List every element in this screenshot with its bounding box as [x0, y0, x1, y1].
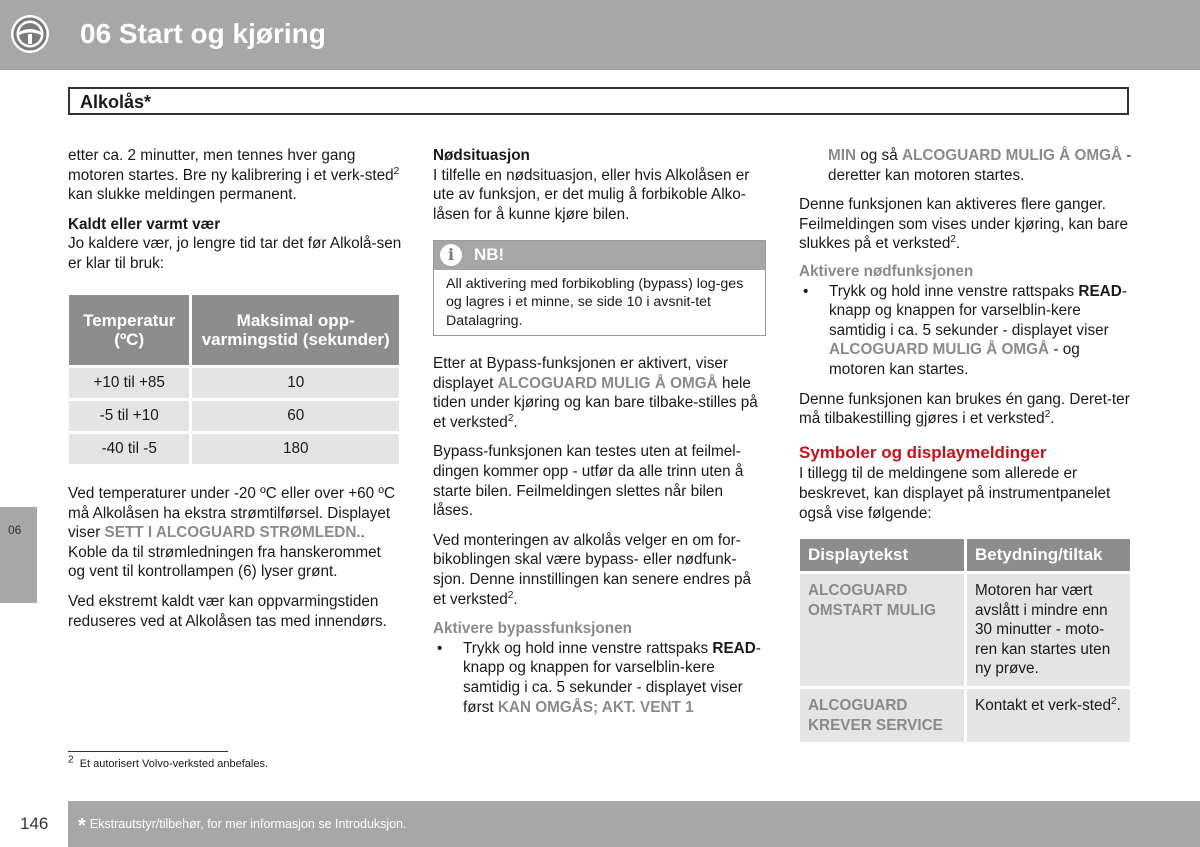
heading-emergency: Nødsituasjon — [433, 147, 530, 164]
column-1 — [68, 146, 402, 284]
list-item: • Trykk og hold inne venstre rattspaks READ-knapp og knappen for varselblin-kere samtidig i ca. 5 sekunder - displayet viser ALCOGUARD MULIG Å OMGÅ - og motoren kan startes. — [803, 282, 1127, 378]
paragraph: Etter at Bypass-funksjonen er aktivert, viser displayet ALCOGUARD MULIG Å OMGÅ hele tiden under kjøring og kan bare tilbake-stilles på et verksted$^2$. — [433, 355, 758, 431]
table-cell: 60 — [191, 400, 399, 433]
bullet: • — [437, 639, 443, 657]
table-header: Betydning/tiltak — [966, 539, 1131, 573]
column-2-lower — [433, 354, 767, 717]
paragraph: Denne funksjonen kan aktiveres flere ganger. Feilmeldingen som vises under kjøring, kan bare slukkes på et verksted$^2$. — [799, 196, 1129, 253]
table-header-row — [69, 295, 399, 367]
table-cell: Kontakt et verk-sted$^2$. — [966, 687, 1131, 742]
table-header: Displaytekst — [800, 539, 966, 573]
table-cell: ALCOGUARD KREVER SERVICE — [800, 687, 966, 742]
subheading-emergency: Aktivere nødfunksjonen — [799, 262, 974, 280]
section-title-box — [68, 87, 1129, 115]
footer-bar — [68, 801, 1200, 847]
paragraph: Ved ekstremt kaldt vær kan oppvarmingstiden reduseres ved at Alkolåsen tas med innendørs. — [68, 592, 387, 630]
paragraph: Ved temperaturer under -20 ºC eller over +60 ºC må Alkolåsen ha ekstra strømtilførsel. Displayet viser SETT I ALCOGUARD STRØMLEDN.. Koble da til strømledningen fra hanskerommet og vent til kontrollampen (6) lyser grønt. — [68, 485, 396, 581]
paragraph: etter ca. 2 minutter, men tennes hver gang motoren startes. Bre ny kalibrering i et verk-sted$^2$ kan slukke meldingen permanent. — [68, 147, 400, 204]
footer-text: * Ekstrautstyr/tilbehør, for mer informasjon se Introduksjon. — [78, 815, 407, 837]
column-2 — [433, 146, 767, 234]
paragraph: I tillegg til de meldingene som allerede er beskrevet, kan displayet på instrumentpanelet også vise følgende: — [799, 465, 1111, 522]
info-icon: i — [440, 244, 462, 266]
table-cell: -40 til -5 — [69, 433, 191, 465]
paragraph: Jo kaldere vær, jo lengre tid tar det før Alkolå-sen er klar til bruk: — [68, 235, 402, 272]
note-label: NB! — [474, 245, 505, 264]
table-row — [69, 433, 399, 465]
footnote-divider — [68, 751, 228, 752]
temperature-table — [69, 295, 399, 464]
bullet: • — [803, 282, 809, 300]
table-cell: 180 — [191, 433, 399, 465]
table-cell: 10 — [191, 367, 399, 400]
note-box — [433, 240, 766, 336]
footnote: $^2$ Et autorisert Volvo-verksted anbefales. — [68, 754, 269, 770]
subheading-bypass: Aktivere bypassfunksjonen — [433, 620, 632, 638]
table-cell: ALCOGUARD OMSTART MULIG — [800, 573, 966, 688]
table-header-row — [800, 539, 1130, 573]
chapter-title: 06 Start og kjøring — [80, 18, 326, 49]
note-header — [434, 241, 765, 270]
table-row — [69, 400, 399, 433]
table-header: Maksimal opp-varmingstid (sekunder) — [191, 295, 399, 367]
table-header: Temperatur (ºC) — [69, 295, 191, 367]
table-cell: -5 til +10 — [69, 400, 191, 433]
list-item: • Trykk og hold inne venstre rattspaks READ-knapp og knappen for varselblin-kere samtidig i ca. 5 sekunder - displayet viser først KAN OMGÅS; AKT. VENT 1 — [437, 639, 761, 716]
steering-wheel-icon — [10, 14, 50, 54]
page-number: 146 — [20, 814, 49, 833]
paragraph: I tilfelle en nødsituasjon, eller hvis Alkolåsen er ute av funksjon, er det mulig å forbikoble Alko-låsen for å kunne kjøre bilen. — [433, 166, 750, 223]
table-row — [800, 687, 1130, 742]
column-1-lower — [68, 484, 402, 641]
paragraph: Ved monteringen av alkolås velger en om for-bikoblingen skal være bypass- eller nødfunk-sjon. Denne innstillingen kan senere endres på et verksted$^2$. — [433, 531, 752, 608]
heading-cold-warm: Kaldt eller varmt vær — [68, 215, 221, 233]
table-row — [69, 367, 399, 400]
chapter-side-tab — [0, 507, 37, 603]
column-3 — [799, 146, 1133, 533]
table-cell: +10 til +85 — [69, 367, 191, 400]
paragraph: Bypass-funksjonen kan testes uten at feilmel-dingen kommer opp - utfør da alle trinn uten å starte bilen. Feilmeldingen slettes når bilen låses. — [433, 443, 744, 520]
paragraph: Denne funksjonen kan brukes én gang. Deret-ter må tilbakestilling gjøres i et verksted$^2$. — [799, 390, 1130, 428]
display-messages-table — [800, 539, 1130, 742]
table-row — [800, 573, 1130, 688]
section-title: Alkolås* — [80, 92, 152, 112]
table-cell: Motoren har vært avslått i mindre enn 30 minutter - moto-ren kan startes uten ny prøve. — [966, 573, 1131, 688]
paragraph-continued: MIN og så ALCOGUARD MULIG Å OMGÅ - deretter kan motoren startes. — [828, 147, 1132, 184]
side-tab-label: 06 — [8, 523, 22, 537]
heading-symbols: Symboler og displaymeldinger — [799, 442, 1047, 462]
note-text: All aktivering med forbikobling (bypass) log-ges og lagres i et minne, se side 10 i avsnit-tet Datalagring. — [446, 276, 744, 329]
